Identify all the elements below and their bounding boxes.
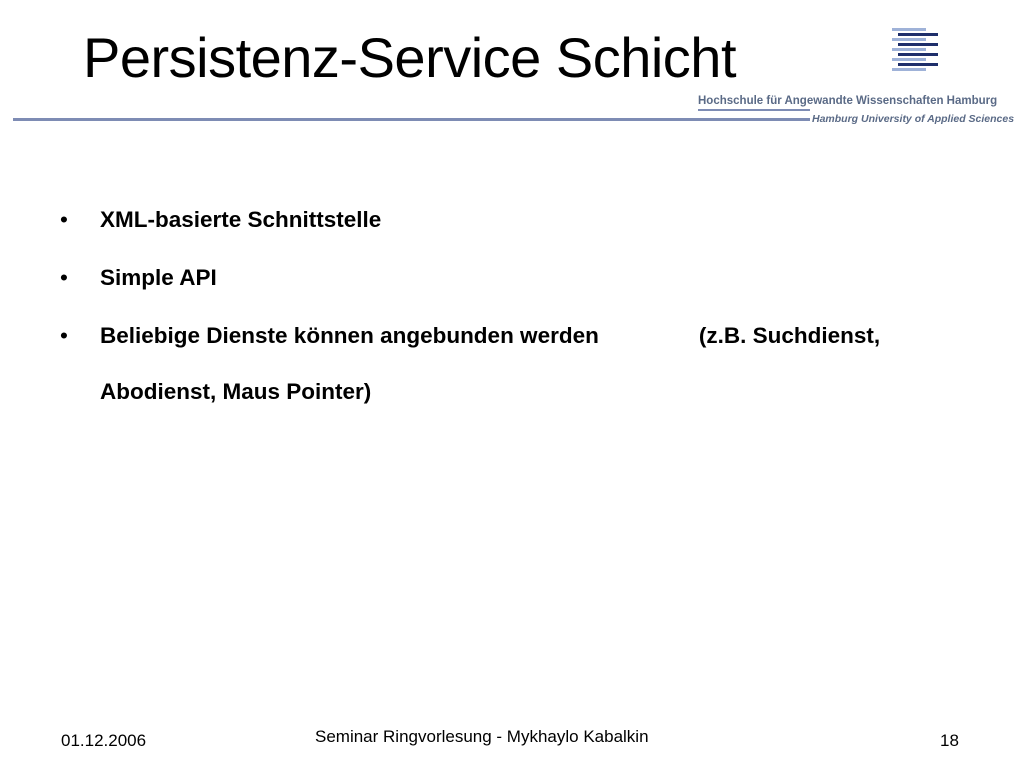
bullet-text: XML-basierte Schnittstelle: [100, 207, 382, 232]
logo-text-english: Hamburg University of Applied Sciences: [812, 113, 1015, 125]
bullet-list: [60, 192, 920, 422]
bullet-text: Beliebige Dienste können angebunden werden (z.B. Suchdienst, Abodienst, Maus Pointer): [100, 323, 886, 404]
footer-title: Seminar Ringvorlesung - Mykhaylo Kabalkin: [315, 727, 649, 746]
page-number: 18: [940, 731, 959, 750]
header-rule: [13, 118, 810, 121]
bullet-item: [60, 308, 900, 420]
bullet-item: [60, 192, 920, 248]
footer-date: 01.12.2006: [61, 731, 147, 750]
bullet-marker: •: [60, 207, 68, 232]
logo-divider: [698, 109, 810, 111]
bullet-marker: •: [60, 265, 68, 290]
bullet-text: Simple API: [100, 265, 217, 290]
haw-logo-icon: [890, 28, 942, 74]
slide-title: Persistenz-Service Schicht: [83, 26, 737, 89]
logo-text-german: Hochschule für Angewandte Wissenschaften Hamburg: [698, 95, 998, 107]
bullet-item: [60, 250, 920, 306]
bullet-marker: •: [60, 323, 68, 348]
